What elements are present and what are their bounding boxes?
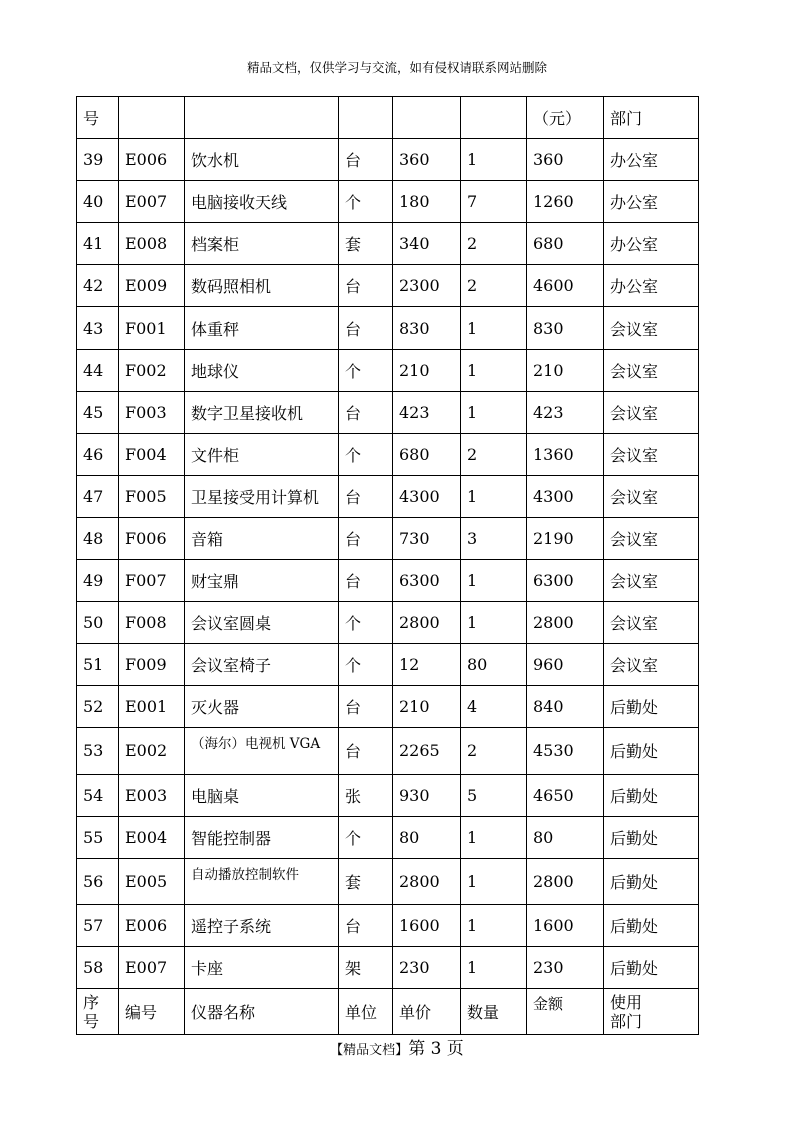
- cell-code: E006: [119, 139, 185, 181]
- cell-amount: 4300: [527, 475, 604, 517]
- table-row: [77, 686, 699, 728]
- header-name: 仪器名称: [185, 988, 339, 1034]
- cell-amount: 1360: [527, 433, 604, 475]
- table-row: [77, 816, 699, 858]
- cell-code: E005: [119, 858, 185, 904]
- cell-price: 12: [393, 644, 461, 686]
- cell-dept: 部门: [604, 97, 699, 139]
- cell-dept: 会议室: [604, 560, 699, 602]
- cell-name: 会议室椅子: [185, 644, 339, 686]
- cell-name: [185, 97, 339, 139]
- page-footer: [0, 1034, 794, 1059]
- cell-dept: 后勤处: [604, 774, 699, 816]
- cell-name: 数码照相机: [185, 265, 339, 307]
- cell-price: 4300: [393, 475, 461, 517]
- cell-seq: 41: [77, 223, 119, 265]
- cell-price: 930: [393, 774, 461, 816]
- table-row: [77, 560, 699, 602]
- cell-name: 智能控制器: [185, 816, 339, 858]
- cell-amount: 230: [527, 946, 604, 988]
- cell-qty: 4: [461, 686, 527, 728]
- cell-amount: 2800: [527, 858, 604, 904]
- cell-code: E009: [119, 265, 185, 307]
- table-row: [77, 728, 699, 774]
- table-row: [77, 644, 699, 686]
- cell-price: 830: [393, 307, 461, 349]
- cell-unit: 台: [339, 686, 393, 728]
- cell-amount: 1600: [527, 904, 604, 946]
- header-code: 编号: [119, 988, 185, 1034]
- cell-unit: 个: [339, 644, 393, 686]
- cell-qty: 2: [461, 433, 527, 475]
- cell-qty: 1: [461, 139, 527, 181]
- table-row: [77, 517, 699, 559]
- cell-unit: 台: [339, 904, 393, 946]
- cell-name: 灭火器: [185, 686, 339, 728]
- cell-seq: 56: [77, 858, 119, 904]
- cell-unit: 个: [339, 602, 393, 644]
- table-top-row: [77, 97, 699, 139]
- cell-amount: 210: [527, 349, 604, 391]
- cell-seq: 47: [77, 475, 119, 517]
- cell-qty: 1: [461, 816, 527, 858]
- footer-tag: 【精品文档】: [330, 1043, 409, 1058]
- table-row: [77, 774, 699, 816]
- cell-qty: 1: [461, 391, 527, 433]
- cell-amount: 1260: [527, 181, 604, 223]
- table-header-row: [77, 988, 699, 1034]
- cell-seq: 55: [77, 816, 119, 858]
- cell-unit: 套: [339, 858, 393, 904]
- cell-qty: 1: [461, 858, 527, 904]
- cell-unit: [339, 97, 393, 139]
- cell-amount: 4600: [527, 265, 604, 307]
- cell-code: F005: [119, 475, 185, 517]
- cell-code: [119, 97, 185, 139]
- cell-name: 自动播放控制软件: [185, 858, 339, 904]
- cell-code: E003: [119, 774, 185, 816]
- header-qty: 数量: [461, 988, 527, 1034]
- table-row: [77, 475, 699, 517]
- cell-name: 遥控子系统: [185, 904, 339, 946]
- cell-qty: 7: [461, 181, 527, 223]
- table-row: [77, 433, 699, 475]
- cell-name: 数字卫星接收机: [185, 391, 339, 433]
- cell-dept: 后勤处: [604, 728, 699, 774]
- cell-unit: 台: [339, 391, 393, 433]
- cell-seq: 52: [77, 686, 119, 728]
- table-row: [77, 349, 699, 391]
- cell-code: E008: [119, 223, 185, 265]
- cell-name: 档案柜: [185, 223, 339, 265]
- table-row: [77, 858, 699, 904]
- cell-seq: 43: [77, 307, 119, 349]
- cell-name: 卡座: [185, 946, 339, 988]
- cell-code: E007: [119, 181, 185, 223]
- table-row: [77, 904, 699, 946]
- cell-dept: 办公室: [604, 139, 699, 181]
- cell-seq: 号: [77, 97, 119, 139]
- cell-amount: 423: [527, 391, 604, 433]
- cell-name: 体重秤: [185, 307, 339, 349]
- cell-code: E006: [119, 904, 185, 946]
- cell-amount: 6300: [527, 560, 604, 602]
- cell-dept: 会议室: [604, 349, 699, 391]
- cell-code: F004: [119, 433, 185, 475]
- cell-unit: 台: [339, 728, 393, 774]
- cell-price: 80: [393, 816, 461, 858]
- cell-dept: 办公室: [604, 223, 699, 265]
- table-row: [77, 391, 699, 433]
- cell-unit: 台: [339, 265, 393, 307]
- header-price: 单价: [393, 988, 461, 1034]
- cell-seq: 40: [77, 181, 119, 223]
- table-row: [77, 265, 699, 307]
- cell-seq: 46: [77, 433, 119, 475]
- header-dept: 使用 部门: [604, 988, 699, 1034]
- cell-dept: 会议室: [604, 391, 699, 433]
- cell-amount: 960: [527, 644, 604, 686]
- cell-unit: 台: [339, 475, 393, 517]
- cell-name: 会议室圆桌: [185, 602, 339, 644]
- cell-unit: 张: [339, 774, 393, 816]
- cell-name: （海尔）电视机 VGA: [185, 728, 339, 774]
- cell-qty: 1: [461, 307, 527, 349]
- cell-qty: 1: [461, 560, 527, 602]
- cell-dept: 会议室: [604, 433, 699, 475]
- cell-qty: 5: [461, 774, 527, 816]
- cell-amount: 80: [527, 816, 604, 858]
- cell-qty: 2: [461, 728, 527, 774]
- cell-dept: 办公室: [604, 265, 699, 307]
- cell-code: E001: [119, 686, 185, 728]
- cell-unit: 架: [339, 946, 393, 988]
- cell-seq: 49: [77, 560, 119, 602]
- cell-price: 6300: [393, 560, 461, 602]
- cell-unit: 台: [339, 560, 393, 602]
- cell-dept: 后勤处: [604, 816, 699, 858]
- cell-code: F002: [119, 349, 185, 391]
- cell-unit: 台: [339, 517, 393, 559]
- cell-seq: 48: [77, 517, 119, 559]
- cell-dept: 会议室: [604, 644, 699, 686]
- page-number: 第 3 页: [408, 1039, 464, 1059]
- cell-price: 2265: [393, 728, 461, 774]
- cell-qty: 1: [461, 946, 527, 988]
- cell-price: [393, 97, 461, 139]
- cell-price: 423: [393, 391, 461, 433]
- cell-amount: 4530: [527, 728, 604, 774]
- cell-dept: 会议室: [604, 475, 699, 517]
- cell-seq: 57: [77, 904, 119, 946]
- cell-dept: 后勤处: [604, 686, 699, 728]
- cell-unit: 台: [339, 139, 393, 181]
- cell-dept: 后勤处: [604, 946, 699, 988]
- cell-qty: [461, 97, 527, 139]
- cell-dept: 办公室: [604, 181, 699, 223]
- cell-dept: 会议室: [604, 307, 699, 349]
- cell-price: 1600: [393, 904, 461, 946]
- cell-seq: 50: [77, 602, 119, 644]
- inventory-table: [76, 96, 699, 1035]
- cell-name: 音箱: [185, 517, 339, 559]
- cell-unit: 个: [339, 433, 393, 475]
- table-row: [77, 223, 699, 265]
- header-amount: 金额: [527, 988, 604, 1034]
- table-row: [77, 946, 699, 988]
- header-seq: 序 号: [77, 988, 119, 1034]
- cell-qty: 80: [461, 644, 527, 686]
- cell-code: F006: [119, 517, 185, 559]
- cell-amount: 360: [527, 139, 604, 181]
- cell-qty: 1: [461, 602, 527, 644]
- cell-code: F003: [119, 391, 185, 433]
- cell-price: 2800: [393, 602, 461, 644]
- cell-unit: 个: [339, 349, 393, 391]
- cell-name: 卫星接受用计算机: [185, 475, 339, 517]
- cell-qty: 2: [461, 223, 527, 265]
- cell-price: 340: [393, 223, 461, 265]
- cell-seq: 58: [77, 946, 119, 988]
- cell-dept: 会议室: [604, 517, 699, 559]
- cell-seq: 53: [77, 728, 119, 774]
- cell-name: 饮水机: [185, 139, 339, 181]
- cell-qty: 2: [461, 265, 527, 307]
- cell-price: 2300: [393, 265, 461, 307]
- cell-name: 电脑桌: [185, 774, 339, 816]
- cell-price: 180: [393, 181, 461, 223]
- cell-name: 地球仪: [185, 349, 339, 391]
- cell-name: 财宝鼎: [185, 560, 339, 602]
- cell-amount: 2190: [527, 517, 604, 559]
- cell-price: 230: [393, 946, 461, 988]
- cell-code: E002: [119, 728, 185, 774]
- table-row: [77, 139, 699, 181]
- page-header: 精品文档，仅供学习与交流，如有侵权请联系网站删除: [246, 60, 547, 75]
- cell-unit: 套: [339, 223, 393, 265]
- cell-amount: 4650: [527, 774, 604, 816]
- cell-amount: 2800: [527, 602, 604, 644]
- cell-code: F001: [119, 307, 185, 349]
- cell-price: 360: [393, 139, 461, 181]
- cell-unit: 个: [339, 181, 393, 223]
- cell-dept: 后勤处: [604, 858, 699, 904]
- cell-code: F008: [119, 602, 185, 644]
- cell-amount: 840: [527, 686, 604, 728]
- cell-qty: 1: [461, 904, 527, 946]
- cell-price: 730: [393, 517, 461, 559]
- header-unit: 单位: [339, 988, 393, 1034]
- table-row: [77, 602, 699, 644]
- cell-code: F009: [119, 644, 185, 686]
- cell-code: F007: [119, 560, 185, 602]
- cell-price: 210: [393, 349, 461, 391]
- table-row: [77, 181, 699, 223]
- cell-name: 文件柜: [185, 433, 339, 475]
- cell-price: 2800: [393, 858, 461, 904]
- cell-unit: 台: [339, 307, 393, 349]
- cell-amount: （元）: [527, 97, 604, 139]
- cell-dept: 会议室: [604, 602, 699, 644]
- cell-qty: 3: [461, 517, 527, 559]
- table-row: [77, 307, 699, 349]
- cell-qty: 1: [461, 349, 527, 391]
- cell-seq: 45: [77, 391, 119, 433]
- cell-name: 电脑接收天线: [185, 181, 339, 223]
- cell-seq: 54: [77, 774, 119, 816]
- cell-seq: 44: [77, 349, 119, 391]
- cell-price: 210: [393, 686, 461, 728]
- cell-amount: 830: [527, 307, 604, 349]
- cell-seq: 42: [77, 265, 119, 307]
- cell-price: 680: [393, 433, 461, 475]
- cell-qty: 1: [461, 475, 527, 517]
- cell-unit: 个: [339, 816, 393, 858]
- cell-amount: 680: [527, 223, 604, 265]
- cell-seq: 51: [77, 644, 119, 686]
- cell-seq: 39: [77, 139, 119, 181]
- cell-code: E004: [119, 816, 185, 858]
- cell-dept: 后勤处: [604, 904, 699, 946]
- cell-code: E007: [119, 946, 185, 988]
